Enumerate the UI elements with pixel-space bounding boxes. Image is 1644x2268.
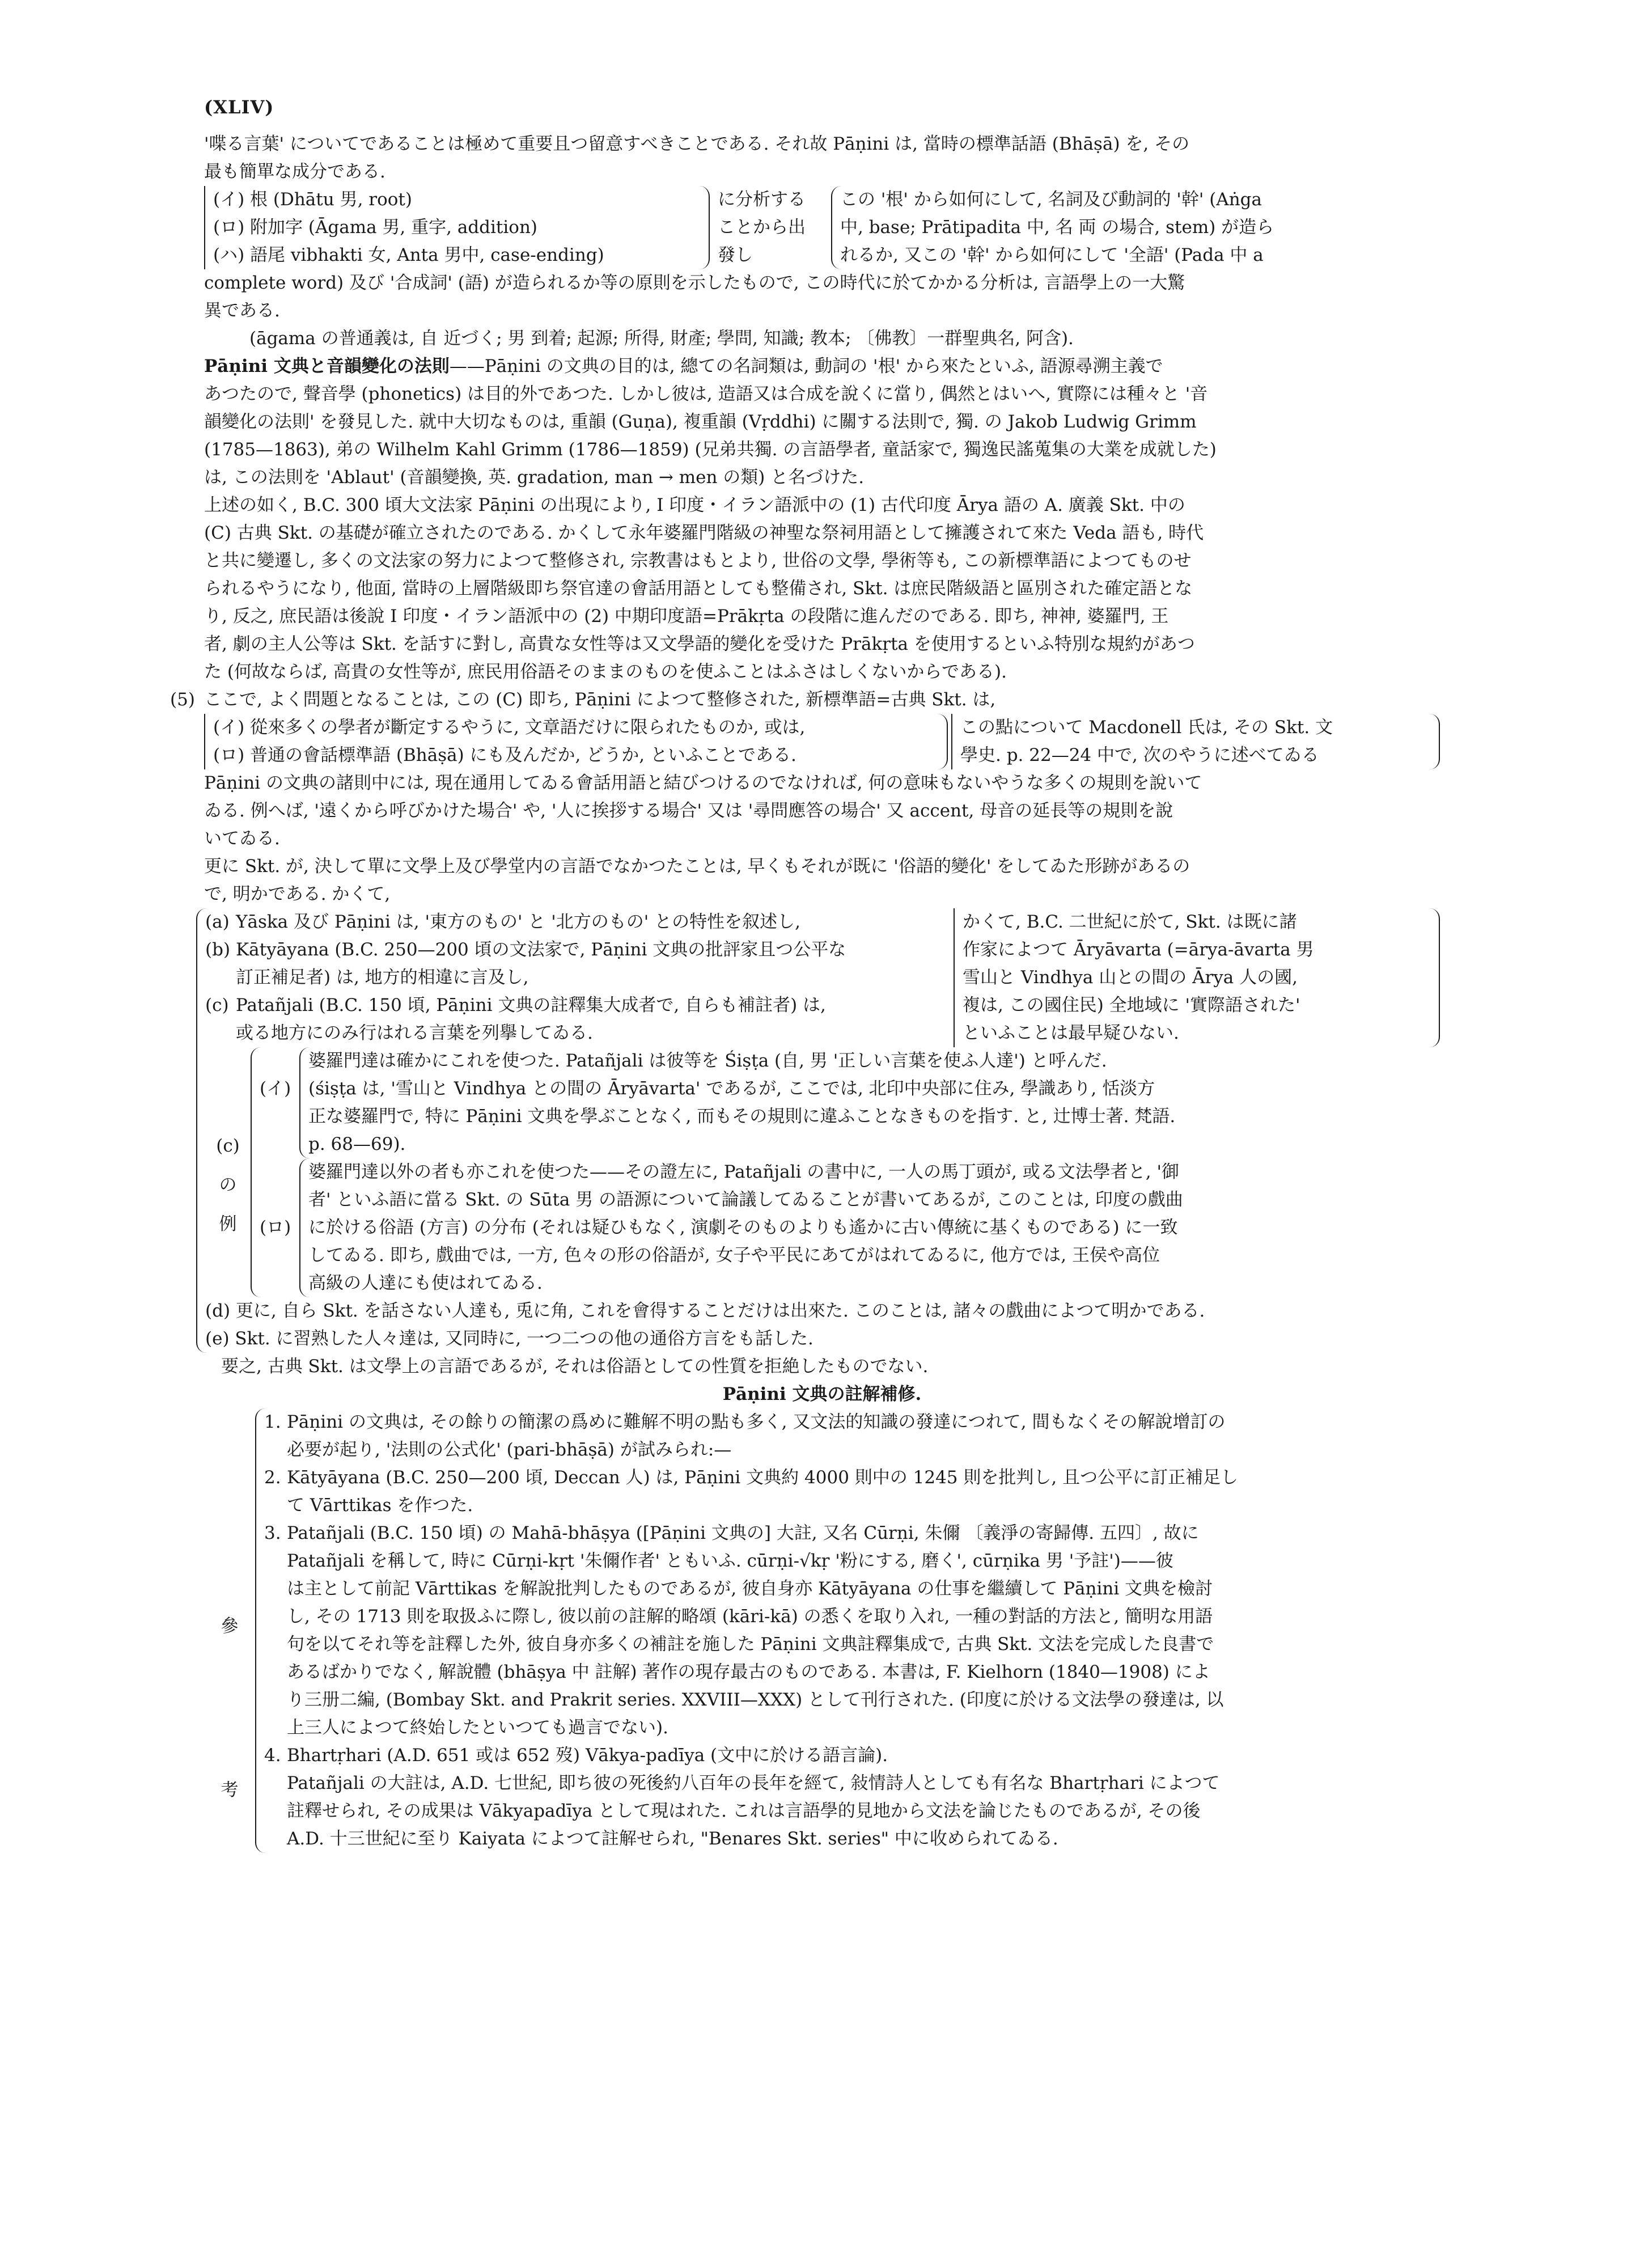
c-ro-line-3: に於ける俗語 (方言) の分布 (それは疑ひもなく, 演劇そのものよりも遙かに古い傳統に基くものである) に一致 [308, 1217, 1178, 1238]
reference-1 [264, 1408, 1440, 1464]
section1-line-4: (1785—1863), 弟の Wilhelm Kahl Grimm (1786—1859) (兄弟共獨. の言語學者, 童話家で, 獨逸民謠蒐集の大業を成就した) [204, 439, 1217, 460]
reference-3-line-7: り三册二編, (Bombay Skt. and Prakrit series. XXVIII—XXX) として刊行された. (印度に於ける文法學の發達は, 以 [287, 1690, 1224, 1710]
para2-line-2: (C) 古典 Skt. の基礎が確立されたのである. かくして永年婆羅門階級の神聖な祭祠用語として擁護されて來た Veda 語も, 時代 [204, 523, 1204, 543]
section5-body-2: ゐる. 例へば, '遠くから呼びかけた場合' や, '人に挨拶する場合' 又は '尋問應答の場合' 又 accent, 母音の延長等の規則を說 [204, 801, 1173, 821]
page-number: (XLIV) [204, 96, 274, 118]
evidence-b-text: Kātyāyana (B.C. 250—200 頃の文法家で, Pāṇini 文典の批評家且つ公平な [236, 940, 846, 960]
agama-note: (āgama の普通義は, 自 近づく; 男 到着; 起源; 所得, 財產; 學問, 知識; 教本; 〔佛教〕一群聖典名, 阿含). [249, 328, 1074, 349]
evidence-c [205, 992, 942, 1019]
section5 [170, 686, 1440, 908]
section5-side [951, 714, 1440, 769]
para2-line-5: り, 反之, 庶民語は後說 I 印度・イラン語派中の (2) 中期印度語=Prākṛta の段階に進んだのである. 即ち, 神神, 婆羅門, 王 [204, 606, 1169, 627]
reference-4-number: 4. [264, 1745, 281, 1766]
evidence-side [954, 908, 1440, 1047]
evidence-side-1: かくて, B.C. 二世紀に於て, Skt. は既に諸 [963, 912, 1297, 932]
reference-1-line-2: 必要が起り, '法則の公式化' (pari-bhāṣā) が試みられ:— [287, 1440, 732, 1460]
para2-line-7: た (何故ならば, 高貴の女性等が, 庶民用俗語そのままのものを使ふことはふさはしくないからである). [204, 662, 1007, 682]
para2-line-4: られるやうになり, 他面, 當時の上層階級即ち祭官達の會話用語としても整備され, Skt. は庶民階級語と區別された確定語とな [204, 578, 1193, 599]
evidence-b [205, 936, 942, 964]
section5-side-2: 學史. p. 22—24 中で, 次のやうに述べてゐる [960, 745, 1319, 765]
evidence-d: (d) 更に, 自ら Skt. を話さない人達も, 兎に角, これを會得することだけは出來た. このことは, 諸々の戲曲によつて明かである. [205, 1301, 1205, 1321]
c-example-body [251, 1047, 1440, 1297]
evidence-c-text: Patañjali (B.C. 150 頃, Pāṇini 文典の註釋集大成者で, 自らも補註者) は, [236, 995, 826, 1015]
c-example-label-1: (c) [216, 1136, 240, 1156]
analysis-right [831, 186, 1440, 269]
section5-question [204, 714, 1440, 769]
evidence-e: (e) Skt. に習熟した人々達は, 又同時に, 一つ二つの他の通俗方言をも話した. [205, 1328, 813, 1349]
analysis-middle-2: ことから出 [718, 217, 806, 238]
evidence-block [196, 908, 1440, 1353]
c-example-ro [260, 1158, 1440, 1297]
reference-3-line-4: し, その 1713 則を取扱ふに際し, 彼以前の註解的略頌 (kāri-kā) の悉くを取り入れ, 一種の對話的方法と, 簡明な用語 [287, 1606, 1213, 1627]
analysis-tail-2: 異である. [204, 301, 280, 321]
reference-4 [264, 1742, 1440, 1853]
analysis-middle-3: 發し [718, 245, 753, 265]
analysis-tail-1: complete word) 及び '合成詞' (語) が造られるか等の原則を示したもので, この時代に於てかかる分析は, 言語學上の一大驚 [204, 273, 1185, 293]
c-i-line-4: p. 68—69). [308, 1134, 406, 1154]
c-ro-line-2: 者' といふ語に當る Skt. の Sūta 男 の語源について論議してゐることが書いてあるが, このことは, 印度の戲曲 [308, 1190, 1183, 1210]
evidence-abc [205, 908, 1440, 1047]
analysis-item-1: (イ) 根 (Dhātu 男, root) [213, 189, 412, 210]
c-i-line-3: 正な婆羅門で, 特に Pāṇini 文典を學ぶことなく, 而もその規則に違ふことなきものを指す. と, 辻博士著. 梵語. [308, 1106, 1176, 1127]
section5-lead: ここで, よく問題となることは, この (C) 即ち, Pāṇini によつて整修された, 新標準語=古典 Skt. は, [204, 689, 996, 710]
reference-3-line-6: あるばかりでなく, 解說體 (bhāṣya 中 註解) 著作の現存最古のものである. 本書は, F. Kielhorn (1840—1908) によ [287, 1662, 1210, 1682]
reference-3-number: 3. [264, 1523, 281, 1543]
analysis-block [204, 186, 1440, 269]
reference-3 [264, 1520, 1440, 1742]
reference-4-line-1: Bhartṛhari (A.D. 651 或は 652 歿) Vākya-padīya (文中に於ける語言論). [287, 1745, 888, 1766]
reference-2 [264, 1464, 1440, 1520]
evidence-side-4: 複は, この國住民) 全地域に '實際語された' [963, 995, 1300, 1015]
section5-items [204, 714, 948, 769]
evidence-a-text: Yāska 及び Pāṇini は, '東方のもの' と '北方のもの' との特性を叙述し, [236, 912, 800, 932]
evidence-b-cont [205, 964, 942, 992]
c-ro-line-5: 高級の人達にも使はれてゐる. [308, 1273, 543, 1293]
evidence-c-label: (c) [205, 995, 229, 1015]
c-ro-line-4: してゐる. 即ち, 戲曲では, 一方, 色々の形の俗語が, 女子や平民にあてがはれてゐるに, 他方では, 王侯や高位 [308, 1245, 1160, 1266]
evidence-c-cont-text: 或る地方にのみ行はれる言葉を列擧してゐる. [236, 1023, 593, 1043]
section1-first-line [204, 353, 1440, 380]
section1-line-1: ——Pāṇini の文典の目的は, 總ての名詞類は, 動詞の '根' から來たといふ, 語源尋溯主義で [449, 356, 1163, 376]
evidence-b-label: (b) [205, 940, 231, 960]
evidence-a-label: (a) [205, 912, 230, 932]
section5-body-5: で, 明かである. かくて, [204, 884, 391, 904]
analysis-items [204, 186, 710, 269]
reference-3-line-3: は主として前記 Vārttikas を解說批判したものであるが, 彼自身亦 Kātyāyana の仕事を繼續して Pāṇini 文典を檢討 [287, 1579, 1213, 1599]
c-i-label: (イ) [260, 1078, 291, 1099]
c-ro-line-1: 婆羅門達以外の者も亦これを使つた——その證左に, Patañjali の書中に, 一人の馬丁頭が, 或る文法學者と, '御 [308, 1162, 1179, 1182]
c-examples [205, 1047, 1440, 1297]
references-list [255, 1408, 1440, 1853]
reference-4-line-3: 註釋せられ, その成果は Vākyapadīya として現はれた. これは言語學的見地から文法を論じたものであるが, その後 [287, 1801, 1201, 1821]
section5-number: (5) [170, 689, 195, 710]
analysis-right-2: 中, base; Prātipadita 中, 名 両 の場合, stem) が造ら [840, 217, 1274, 238]
reference-1-line-1: Pāṇini の文典は, その餘りの簡潔の爲めに難解不明の點も多く, 又文法的知識の發達につれて, 間もなくその解說增訂の [287, 1412, 1226, 1432]
c-i-line-1: 婆羅門達は確かにこれを使つた. Patañjali は彼等を Śiṣṭa (自, 男 '正しい言葉を使ふ人達') と呼んだ. [308, 1051, 1107, 1071]
c-example-i [260, 1047, 1440, 1158]
evidence-a [205, 908, 942, 936]
references-block [204, 1408, 1440, 1853]
section5-item-1: (イ) 從來多くの學者が斷定するやうに, 文章語だけに限られたものか, 或は, [213, 717, 806, 738]
section5-body-4: 更に Skt. が, 決して單に文學上及び學堂内の言語でなかつたことは, 早くもそれが既に '俗語的變化' をしてゐた形跡があるの [204, 856, 1190, 877]
c-example-label-3: 例 [219, 1214, 237, 1234]
reference-3-line-1: Patañjali (B.C. 150 頃) の Mahā-bhāṣya ([Pāṇini 文典の] 大註, 又名 Cūrṇi, 朱儞 〔義淨の寄歸傳. 五四〕, 故に [287, 1523, 1199, 1543]
analysis-middle [710, 186, 831, 269]
reference-2-line-2: て Vārttikas を作つた. [287, 1495, 473, 1516]
evidence-b-cont-text: 訂正補足者) は, 地方的相違に言及し, [236, 967, 529, 988]
analysis-middle-1: に分析する [718, 189, 806, 210]
c-example-label-2: の [219, 1175, 237, 1195]
c-i-line-2: (śiṣṭa は, '雪山と Vindhya との間の Āryāvarta' であるが, ここでは, 北印中央部に住み, 學識あり, 恬淡方 [308, 1078, 1155, 1099]
section1-title: Pāṇini 文典と音韻變化の法則 [204, 356, 450, 376]
reference-2-number: 2. [264, 1467, 281, 1488]
evidence-side-2: 作家によつて Āryāvarta (=ārya-āvarta 男 [963, 940, 1314, 960]
c-ro-label: (ロ) [260, 1217, 291, 1238]
evidence-items [205, 908, 942, 1047]
references-label-1: 參 [221, 1616, 239, 1636]
analysis-item-2: (ロ) 附加字 (Āgama 男, 重字, addition) [213, 217, 538, 238]
section5-side-1: この點について Macdonell 氏は, その Skt. 文 [960, 717, 1333, 738]
references-label [204, 1408, 255, 1853]
page-body [170, 130, 1440, 1853]
evidence-c-cont [205, 1019, 942, 1047]
reference-4-line-4: A.D. 十三世紀に至り Kaiyata によつて註解せられ, "Benares Skt. series" 中に收められてゐる. [287, 1829, 1058, 1849]
reference-3-line-8: 上三人によつて終始したといつても過言でない). [287, 1717, 668, 1738]
intro-line-1: '喋る言葉' についてであることは極めて重要且つ留意すべきことである. それ故 Pāṇini は, 當時の標準話語 (Bhāṣā) を, その [204, 134, 1190, 154]
analysis-item-3: (ハ) 語尾 vibhakti 女, Anta 男中, case-ending) [213, 245, 604, 265]
section2-title: Pāṇini 文典の註解補修. [722, 1384, 922, 1404]
c-i-text [299, 1047, 1440, 1158]
section5-body-1: Pāṇini の文典の諸則中には, 現在通用してゐる會話用語と結びつけるのでなければ, 何の意味もないやうな多くの規則を說いて [204, 773, 1202, 793]
analysis-right-3: れるか, 又この '幹' から如何にして '全語' (Pada 中 a [840, 245, 1264, 265]
analysis-right-1: この '根' から如何にして, 名詞及び動詞的 '幹' (Aṅga [840, 189, 1262, 210]
reference-1-number: 1. [264, 1412, 281, 1432]
section1-line-3: 韻變化の法則' を發見した. 就中大切なものは, 重韻 (Guṇa), 複重韻 (Vṛddhi) に關する法則で, 獨. の Jakob Ludwig Grimm [204, 412, 1197, 432]
section5-item-2: (ロ) 普通の會話標準語 (Bhāṣā) にも及んだか, どうか, といふことである. [213, 745, 796, 765]
section5-body-3: いてゐる. [204, 828, 280, 849]
c-ro-text [299, 1158, 1440, 1297]
reference-3-line-5: 句を以てそれ等を註釋した外, 彼自身亦多くの補註を施した Pāṇini 文典註釋集成で, 古典 Skt. 文法を完成した良書で [287, 1634, 1214, 1655]
references-label-2: 考 [221, 1780, 239, 1800]
intro-line-2: 最も簡單な成分である. [204, 162, 385, 182]
c-example-label [205, 1047, 251, 1297]
reference-4-line-2: Patañjali の大註は, A.D. 七世紀, 即ち彼の死後約八百年の長年を經て, 敍情詩人としても有名な Bhartṛhari によつて [287, 1773, 1220, 1793]
evidence-side-5: といふことは最早疑ひない. [963, 1023, 1179, 1043]
conclusion: 要之, 古典 Skt. は文學上の言語であるが, それは俗語としての性質を拒絶したものでない. [221, 1356, 929, 1377]
section1-line-5: は, この法則を 'Ablaut' (音韻變換, 英. gradation, man → men の類) と名づけた. [204, 467, 865, 488]
reference-2-line-1: Kātyāyana (B.C. 250—200 頃, Deccan 人) は, Pāṇini 文典約 4000 則中の 1245 則を批判し, 且つ公平に訂正補足し [287, 1467, 1239, 1488]
section1-line-2: あつたので, 聲音學 (phonetics) は目的外であつた. しかし彼は, 造語又は合成を說くに當り, 偶然とはいへ, 實際には種々と '音 [204, 384, 1208, 404]
para2-line-3: と共に變遷し, 多くの文法家の努力によつて整修され, 宗教書はもとより, 世俗の文學, 學術等も, この新標準語によつてものせ [204, 551, 1192, 571]
para2-line-6: 者, 劇の主人公等は Skt. を話すに對し, 高貴な女性等は又文學語的變化を受けた Prākṛta を使用するといふ特別な規約があつ [204, 634, 1195, 654]
para2-line-1: 上述の如く, B.C. 300 頃大文法家 Pāṇini の出現により, I 印度・イラン語派中の (1) 古代印度 Ārya 語の A. 廣義 Skt. 中の [204, 495, 1185, 515]
evidence-side-3: 雪山と Vindhya 山との間の Ārya 人の國, [963, 967, 1298, 988]
reference-3-line-2: Patañjali を稱して, 時に Cūrṇi-kṛt '朱儞作者' ともいふ. cūrṇi-√kṛ '粉にする, 磨く', cūrṇika 男 '予註')——彼 [287, 1551, 1173, 1571]
